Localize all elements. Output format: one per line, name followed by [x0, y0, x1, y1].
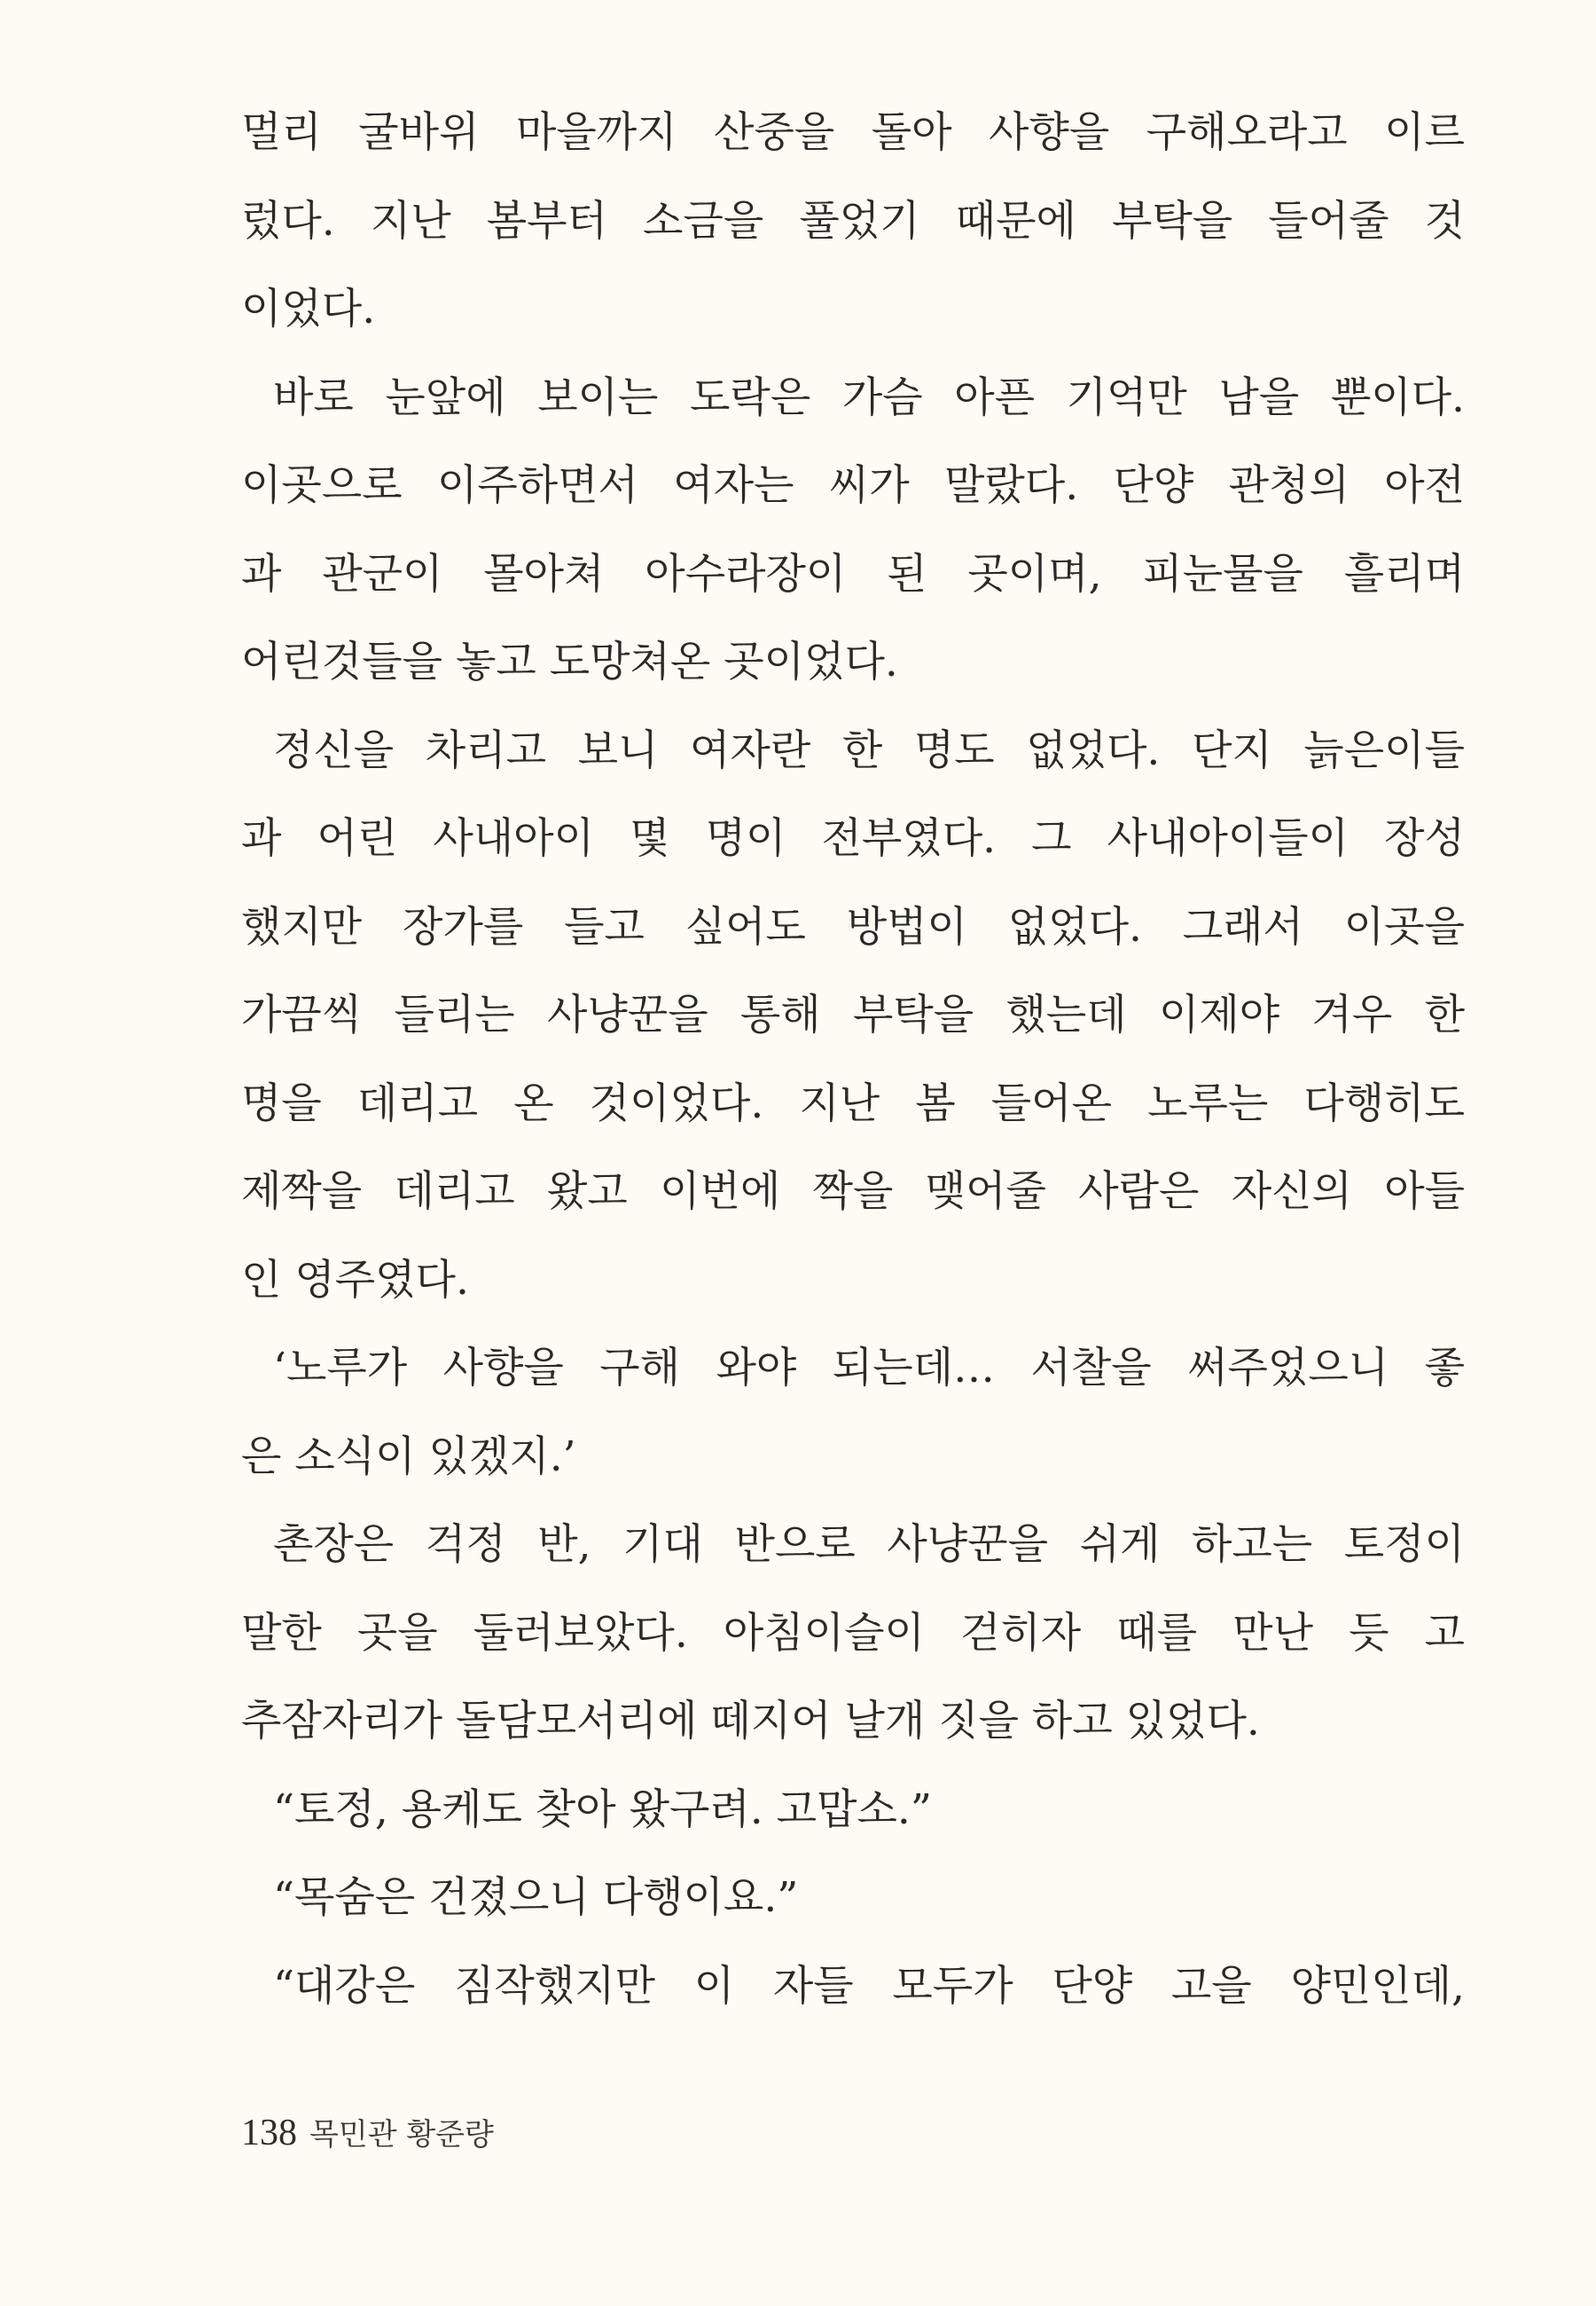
text-line: 명을 데리고 온 것이었다. 지난 봄 들어온 노루는 다행히도 — [241, 1078, 1465, 1128]
text-line: 과 관군이 몰아쳐 아수라장이 된 곳이며, 피눈물을 흘리며 — [241, 549, 1465, 599]
text-line: 말한 곳을 둘러보았다. 아침이슬이 걷히자 때를 만난 듯 고 — [241, 1608, 1465, 1658]
text-line: 바로 눈앞에 보이는 도락은 가슴 아픈 기억만 남을 뿐이다. — [273, 373, 1465, 422]
text-line: 이었다. — [241, 285, 376, 333]
text-line: “토정, 용케도 찾아 왔구려. 고맙소.” — [273, 1784, 932, 1834]
text-line: 은 소식이 있겠지.’ — [241, 1431, 576, 1481]
text-line: 인 영주였다. — [241, 1255, 469, 1305]
text-line: 추잠자리가 돌담모서리에 떼지어 날개 짓을 하고 있었다. — [241, 1697, 1260, 1745]
page-footer — [241, 2106, 494, 2160]
text-line: “목숨은 건졌으니 다행이요.” — [273, 1873, 799, 1922]
text-line: 과 어린 사내아이 몇 명이 전부였다. 그 사내아이들이 장성 — [241, 814, 1465, 863]
text-line: 어린것들을 놓고 도망쳐온 곳이었다. — [241, 638, 898, 686]
text-line: 제짝을 데리고 왔고 이번에 짝을 맺어줄 사람은 자신의 아들 — [241, 1167, 1465, 1216]
body-text — [241, 89, 1465, 2030]
text-line: ‘노루가 사향을 구해 와야 되는데… 서찰을 써주었으니 좋 — [273, 1344, 1465, 1392]
text-line: 촌장은 걱정 반, 기대 반으로 사냥꾼을 쉬게 하고는 토정이 — [273, 1520, 1465, 1569]
running-title: 목민관 황준량 — [309, 2117, 494, 2153]
text-line: 멀리 굴바위 마을까지 산중을 돌아 사향을 구해오라고 이르 — [241, 108, 1465, 157]
text-line: “대강은 짐작했지만 이 자들 모두가 단양 고을 양민인데, — [273, 1961, 1465, 2011]
text-line: 렀다. 지난 봄부터 소금을 풀었기 때문에 부탁을 들어줄 것 — [241, 196, 1465, 246]
text-line: 정신을 차리고 보니 여자란 한 명도 없었다. 단지 늙은이들 — [273, 726, 1465, 775]
text-line: 이곳으로 이주하면서 여자는 씨가 말랐다. 단양 관청의 아전 — [241, 461, 1465, 510]
text-line: 가끔씩 들리는 사냥꾼을 통해 부탁을 했는데 이제야 겨우 한 — [241, 991, 1465, 1039]
text-line: 했지만 장가를 들고 싶어도 방법이 없었다. 그래서 이곳을 — [241, 902, 1465, 952]
page-number: 138 — [241, 2113, 297, 2153]
